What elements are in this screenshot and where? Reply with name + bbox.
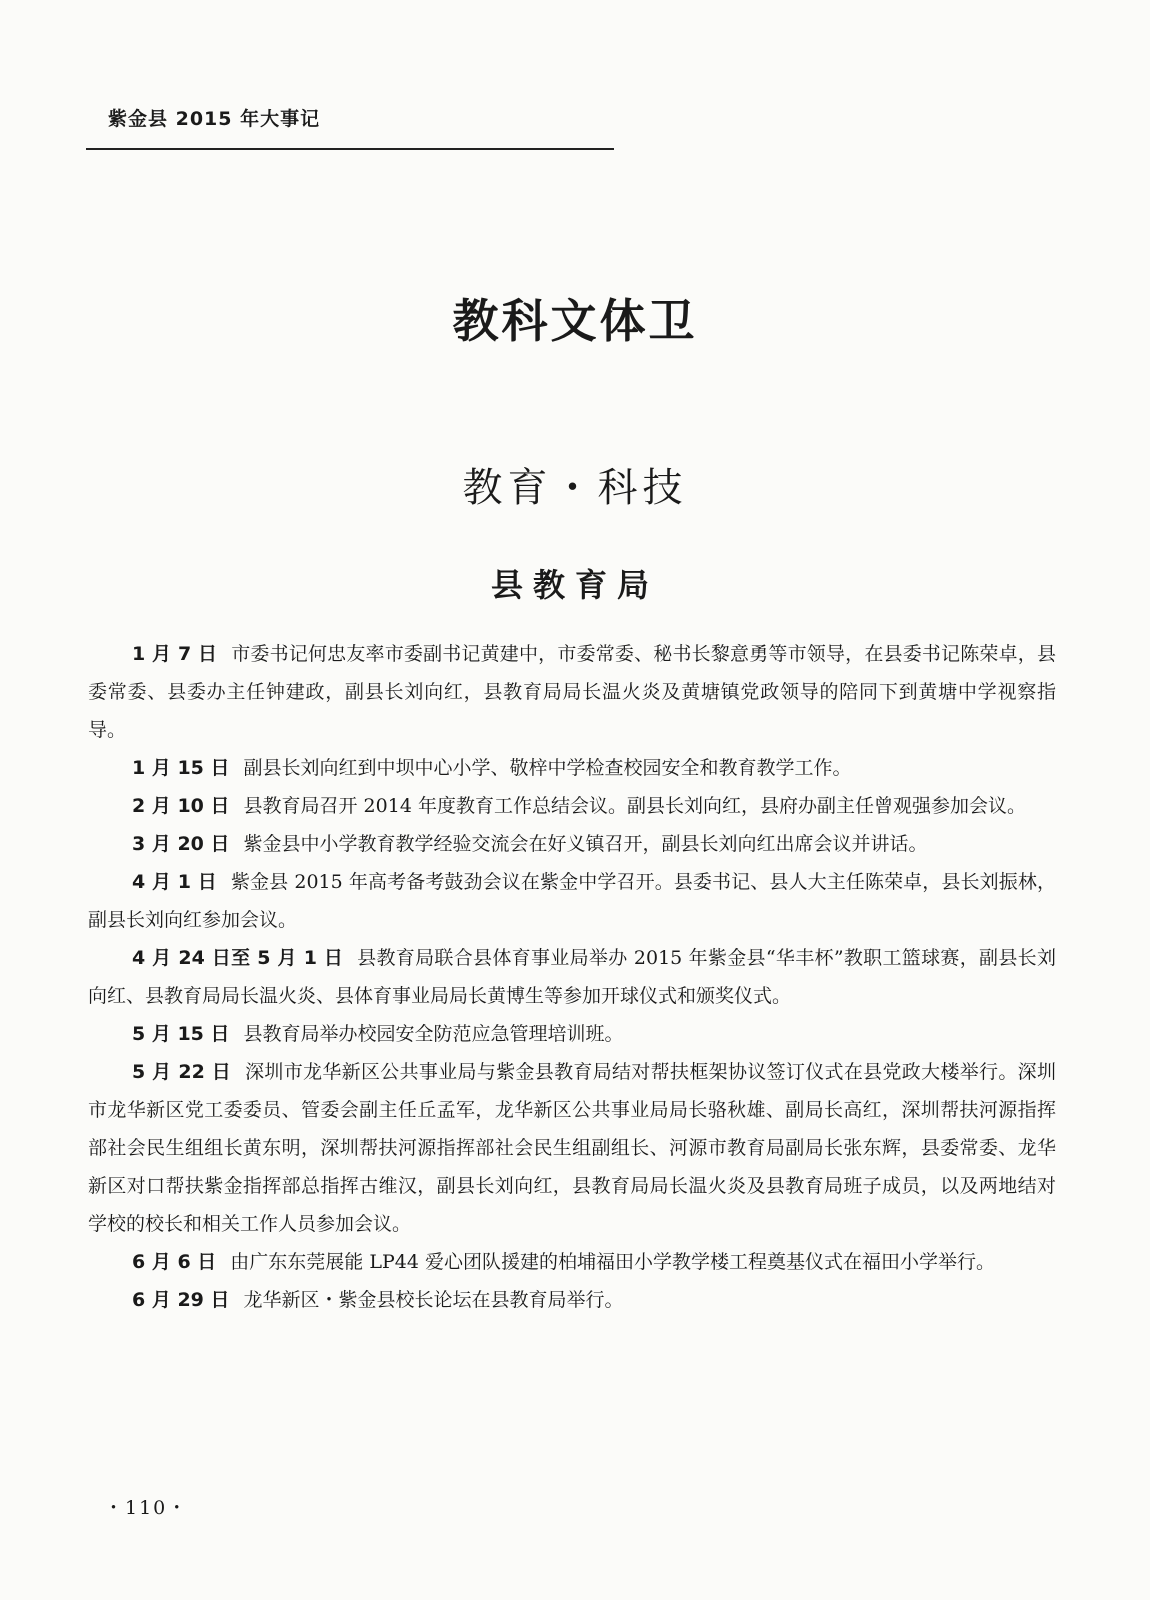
event-text: 副县长刘向红到中坝中心小学、敬梓中学检查校园安全和教育教学工作。 [243, 757, 852, 779]
chapter-title: 教科文体卫 [452, 294, 698, 348]
event-text: 县教育局联合县体育事业局举办 2015 年紫金县“华丰杯”教职工篮球赛，副县长刘向红、县教育局局长温火炎、县体育事业局局长黄博生等参加开球仪式和颁奖仪式。 [88, 947, 1056, 1007]
event-date: 4 月 24 日至 5 月 1 日 [132, 947, 344, 969]
event-date: 5 月 15 日 [132, 1023, 230, 1045]
event-entry [88, 939, 1056, 1015]
event-date: 2 月 10 日 [132, 795, 230, 817]
running-head: 紫金县 2015 年大事记 [108, 108, 321, 130]
event-entry [88, 635, 1056, 749]
event-date: 3 月 20 日 [132, 833, 230, 855]
page-number: ・110・ [104, 1497, 189, 1519]
event-text: 县教育局举办校园安全防范应急管理培训班。 [243, 1023, 624, 1045]
event-entry [88, 1053, 1056, 1243]
event-entry [88, 1281, 1056, 1319]
event-text: 由广东东莞展能 LP44 爱心团队援建的柏埔福田小学教学楼工程奠基仪式在福田小学举行。 [230, 1251, 995, 1273]
event-entry [88, 1015, 1056, 1053]
event-entry [88, 1243, 1056, 1281]
event-text: 龙华新区・紫金县校长论坛在县教育局举行。 [243, 1289, 624, 1311]
event-text: 紫金县 2015 年高考备考鼓劲会议在紫金中学召开。县委书记、县人大主任陈荣卓，县长刘振林，副县长刘向红参加会议。 [88, 871, 1056, 931]
event-text: 市委书记何忠友率市委副书记黄建中，市委常委、秘书长黎意勇等市领导，在县委书记陈荣卓，县委常委、县委办主任钟建政，副县长刘向红，县教育局局长温火炎及黄塘镇党政领导的陪同下到黄塘中学视察指导。 [88, 643, 1056, 741]
event-date: 6 月 6 日 [132, 1251, 217, 1273]
event-date: 1 月 15 日 [132, 757, 230, 779]
event-entry [88, 749, 1056, 787]
event-date: 5 月 22 日 [132, 1061, 232, 1083]
section-title: 教育・科技 [462, 465, 688, 511]
event-entry [88, 825, 1056, 863]
event-text: 县教育局召开 2014 年度教育工作总结会议。副县长刘向红，县府办副主任曾观强参加会议。 [243, 795, 1026, 817]
event-list [88, 635, 1056, 1319]
event-entry [88, 787, 1056, 825]
event-entry [88, 863, 1056, 939]
event-date: 4 月 1 日 [132, 871, 217, 893]
sub-title: 县教育局 [490, 566, 659, 604]
event-text: 紫金县中小学教育教学经验交流会在好义镇召开，副县长刘向红出席会议并讲话。 [243, 833, 928, 855]
event-date: 6 月 29 日 [132, 1289, 230, 1311]
event-text: 深圳市龙华新区公共事业局与紫金县教育局结对帮扶框架协议签订仪式在县党政大楼举行。深圳市龙华新区党工委委员、管委会副主任丘孟军，龙华新区公共事业局局长骆秋雄、副局长高红，深圳帮扶河源指挥部社会民生组组长黄东明，深圳帮扶河源指挥部社会民生组副组长、河源市教育局副局长张东辉，县委常委、龙华新区对口帮扶紫金指挥部总指挥古维汉，副县长刘向红，县教育局局长温火炎及县教育局班子成员，以及两地结对学校的校长和相关工作人员参加会议。 [88, 1061, 1056, 1235]
event-date: 1 月 7 日 [132, 643, 218, 665]
header-rule [86, 148, 614, 150]
